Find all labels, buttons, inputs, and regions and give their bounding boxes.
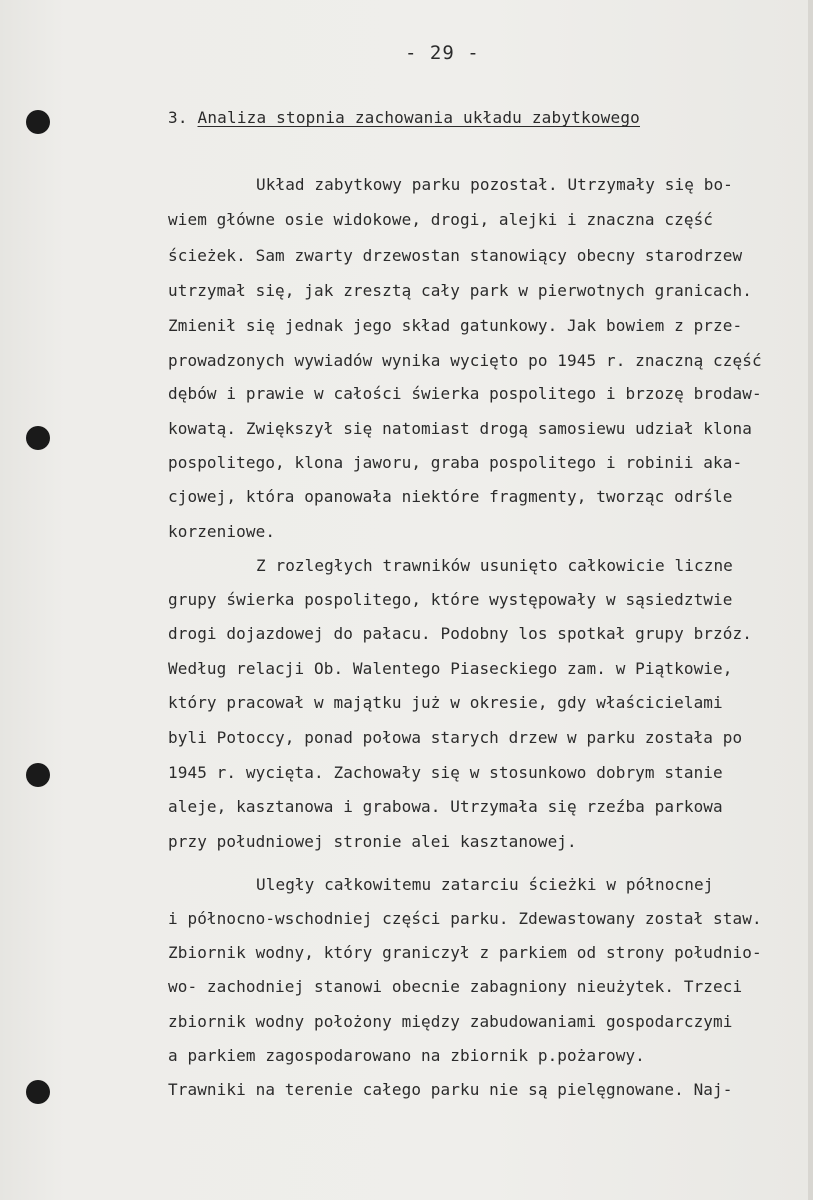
text-line: drogi dojazdowej do pałacu. Podobny los spotkał grupy brzóz. — [168, 624, 752, 643]
paper-edge — [808, 0, 813, 1200]
text-line: pospolitego, klona jaworu, graba pospolitego i robinii aka- — [168, 453, 743, 472]
section-heading — [168, 108, 640, 127]
section-number: 3. — [168, 108, 188, 127]
text-line: 1945 r. wycięta. Zachowały się w stosunkowo dobrym stanie — [168, 763, 723, 782]
text-line: grupy świerka pospolitego, które występowały w sąsiedztwie — [168, 590, 733, 609]
text-line: aleje, kasztanowa i grabowa. Utrzymała się rzeźba parkowa — [168, 797, 723, 816]
text-line: zbiornik wodny położony między zabudowaniami gospodarczymi — [168, 1012, 733, 1031]
text-line: byli Potoccy, ponad połowa starych drzew w parku została po — [168, 728, 743, 747]
section-title: Analiza stopnia zachowania układu zabytkowego — [197, 108, 640, 127]
text-line: korzeniowe. — [168, 522, 276, 541]
punch-hole-2 — [26, 426, 50, 450]
text-line: ścieżek. Sam zwarty drzewostan stanowiący obecny starodrzew — [168, 246, 743, 265]
text-line: Trawniki na terenie całego parku nie są pielęgnowane. Naj- — [168, 1080, 733, 1099]
text-line: przy południowej stronie alei kasztanowej. — [168, 832, 577, 851]
text-line: Zmienił się jednak jego skład gatunkowy. Jak bowiem z prze- — [168, 316, 743, 335]
text-line: wiem główne osie widokowe, drogi, alejki i znaczna część — [168, 210, 714, 229]
text-line: i północno-wschodniej części parku. Zdewastowany został staw. — [168, 909, 762, 928]
text-line: cjowej, która opanowała niektóre fragmenty, tworząc odrśle — [168, 487, 733, 506]
text-line: Według relacji Ob. Walentego Piaseckiego zam. w Piątkowie, — [168, 659, 733, 678]
text-line: kowatą. Zwiększył się natomiast drogą samosiewu udział klona — [168, 419, 752, 438]
text-line: wo- zachodniej stanowi obecnie zabagniony nieużytek. Trzeci — [168, 977, 743, 996]
text-line: prowadzonych wywiadów wynika wycięto po 1945 r. znaczną część — [168, 351, 762, 370]
text-line: który pracował w majątku już w okresie, gdy właścicielami — [168, 693, 723, 712]
text-line: Uległy całkowitemu zatarciu ścieżki w północnej — [256, 875, 714, 894]
punch-hole-1 — [26, 110, 50, 134]
punch-hole-3 — [26, 763, 50, 787]
text-line: Zbiornik wodny, który graniczył z parkiem od strony południo- — [168, 943, 762, 962]
page-number: - 29 - — [405, 42, 480, 64]
punch-hole-4 — [26, 1080, 50, 1104]
text-line: Z rozległych trawników usunięto całkowicie liczne — [256, 556, 733, 575]
text-line: dębów i prawie w całości świerka pospolitego i brzozę brodaw- — [168, 384, 762, 403]
text-line: utrzymał się, jak zresztą cały park w pierwotnych granicach. — [168, 281, 752, 300]
text-line: a parkiem zagospodarowano na zbiornik p.pożarowy. — [168, 1046, 645, 1065]
text-line: Układ zabytkowy parku pozostał. Utrzymały się bo- — [256, 175, 733, 194]
